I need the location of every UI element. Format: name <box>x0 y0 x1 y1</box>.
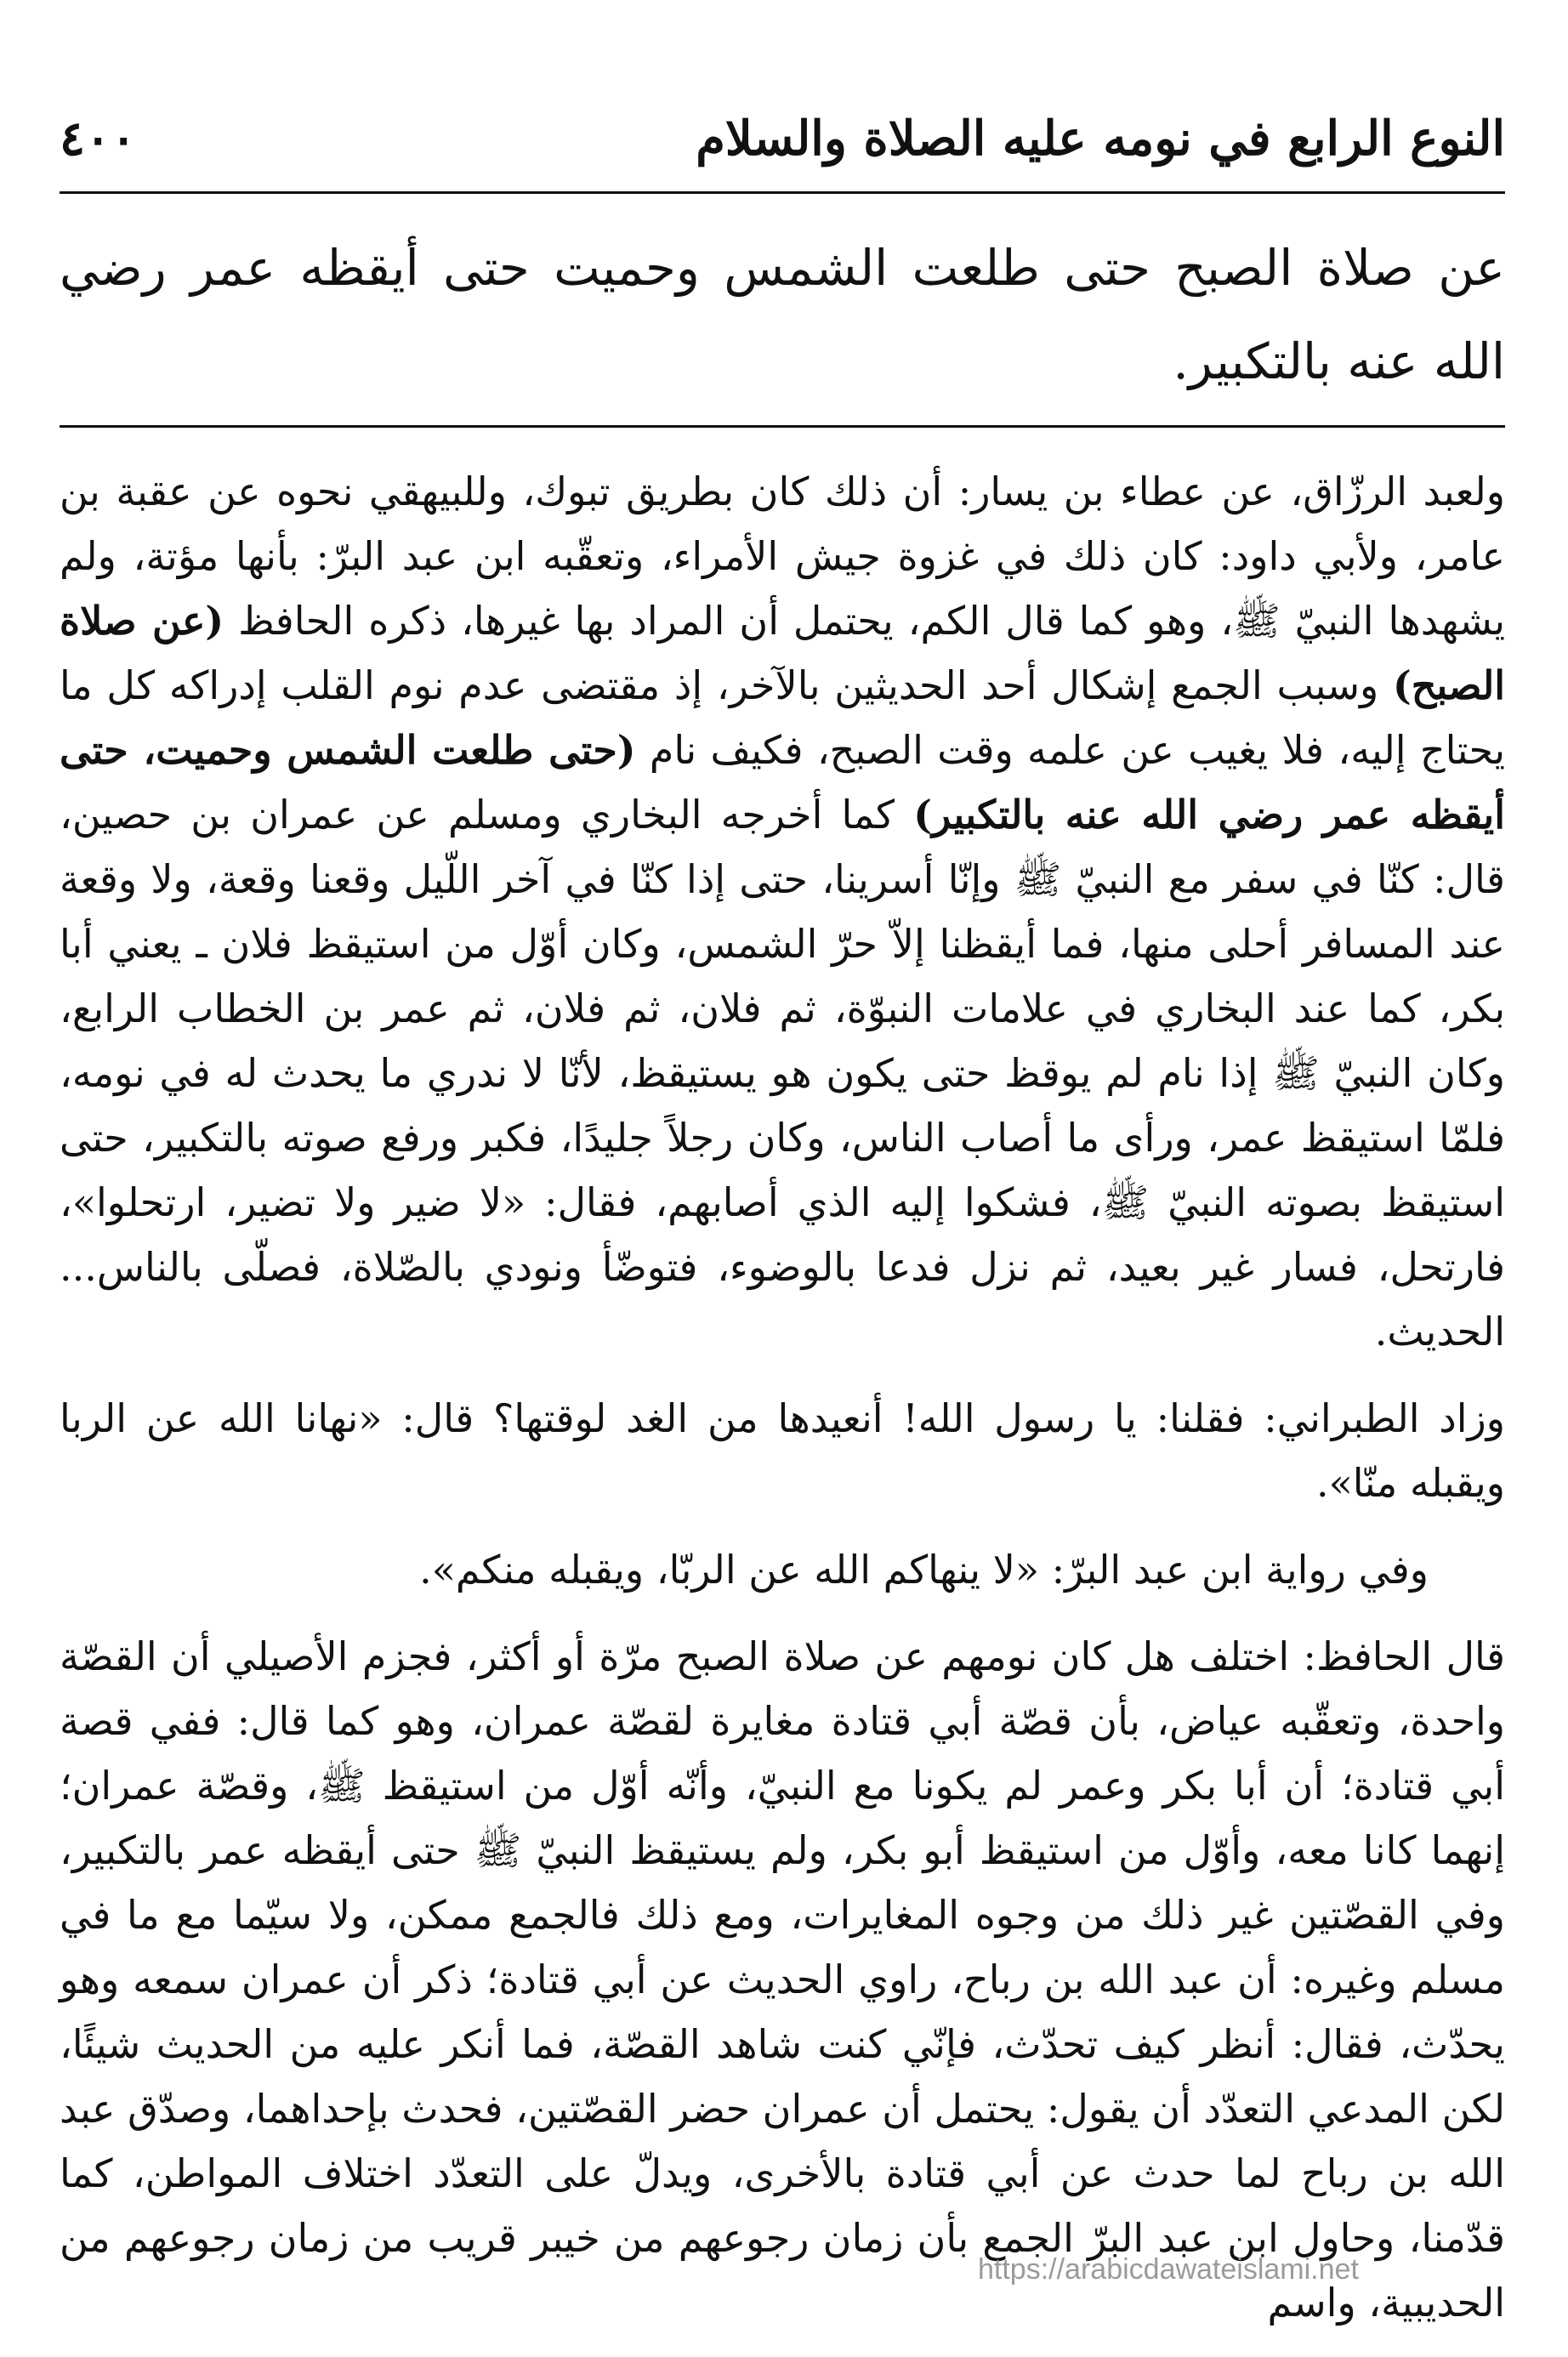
paragraph <box>60 1386 1505 1515</box>
matn-text: عن صلاة الصبح حتى طلعت الشمس وحميت حتى أيقظه عمر رضي الله عنه بالتكبير. <box>60 239 1505 390</box>
paragraph <box>60 1624 1505 2335</box>
paragraph-text: وزاد الطبراني: فقلنا: يا رسول الله! أنعيدها من الغد لوقتها؟ قال: «نهانا الله عن الربا ويقبله منّا». <box>60 1395 1505 1506</box>
paragraph <box>60 459 1505 1364</box>
paragraph-text: كما أخرجه البخاري ومسلم عن عمران بن حصين، قال: كنّا في سفر مع النبيّ ﷺ وإنّا أسرينا، حتى إذا كنّا في آخر اللّيل وقعنا وقعة، ولا وقعة عند المسافر أحلى منها، فما أيقظنا إلاّ حرّ الشمس، وكان أوّل من استيقظ فلان ـ يعني أبا بكر، كما عند البخاري في علامات النبوّة، ثم فلان، ثم فلان، ثم عمر بن الخطاب الرابع، وكان النبيّ ﷺ إذا نام لم يوقظ حتى يكون هو يستيقظ، لأنّا لا ندري ما يحدث له في نومه، فلمّا استيقظ عمر، ورأى ما أصاب الناس، وكان رجلاً جليدًا، فكبر ورفع صوته بالتكبير، حتى استيقظ بصوته النبيّ ﷺ، فشكوا إليه الذي أصابهم، فقال: «لا ضير ولا تضير، ارتحلوا»، فارتحل، فسار غير بعيد، ثم نزل فدعا بالوضوء، فتوضّأ ونودي بالصّلاة، فصلّى بالناس... الحديث. <box>60 792 1505 1355</box>
page-number: ٤٠٠ <box>60 111 137 167</box>
quoted-matn-text: (حتى طلعت الشمس وحميت، حتى أيقظه عمر رضي الله عنه بالتكبير) <box>60 727 1506 838</box>
commentary-body <box>60 459 1505 2357</box>
paragraph-text: وسبب الجمع إشكال أحد الحديثين بالآخر، إذ مقتضى عدم نوم القلب إدراكه كل ما يحتاج إليه، فلا يغيب عن علمه وقت الصبح، فكيف نام <box>60 662 1505 773</box>
matn-rule <box>60 425 1505 428</box>
paragraph-text: وفي رواية ابن عبد البرّ: «لا ينهاكم الله عن الربّا، ويقبله منكم». <box>419 1547 1429 1593</box>
paragraph-text: ولعبد الرزّاق، عن عطاء بن يسار: أن ذلك كان بطريق تبوك، وللبيهقي نحوه عن عقبة بن عامر، ولأبي داود: كان ذلك في غزوة جيش الأمراء، وتعقّبه ابن عبد البرّ: بأنها مؤتة، ولم يشهدها النبيّ ﷺ، وهو كما قال الكم، يحتمل أن المراد بها غيرها، ذكره الحافظ <box>60 469 1505 644</box>
quoted-matn-text: (عن صلاة الصبح) <box>60 598 1505 708</box>
paragraph <box>60 1537 1505 1602</box>
running-header <box>60 102 1505 179</box>
header-rule <box>60 191 1505 194</box>
paragraph-text: قال الحافظ: اختلف هل كان نومهم عن صلاة الصبح مرّة أو أكثر، فجزم الأصيلي أن القصّة واحدة، وتعقّبه عياض، بأن قصّة أبي قتادة مغايرة لقصّة عمران، وهو كما قال: ففي قصة أبي قتادة؛ أن أبا بكر وعمر لم يكونا مع النبيّ، وأنّه أوّل من استيقظ ﷺ، وقصّة عمران؛ إنهما كانا معه، وأوّل من استيقظ أبو بكر، ولم يستيقظ النبيّ ﷺ حتى أيقظه عمر بالتكبير، وفي القصّتين غير ذلك من وجوه المغايرات، ومع ذلك فالجمع ممكن، ولا سيّما مع ما في مسلم وغيره: أن عبد الله بن رباح، راوي الحديث عن أبي قتادة؛ ذكر أن عمران سمعه وهو يحدّث، فقال: أنظر كيف تحدّث، فإنّي كنت شاهد القصّة، فما أنكر عليه من الحديث شيئًا، لكن المدعي التعدّد أن يقول: يحتمل أن عمران حضر القصّتين، فحدث بإحداهما، وصدّق عبد الله بن رباح لما حدث عن أبي قتادة بالأخرى، ويدلّ على التعدّد اختلاف المواطن، كما قدّمنا، وحاول ابن عبد البرّ الجمع بأن زمان رجوعهم من خيبر قريب من زمان رجوعهم من الحديبية، واسم <box>60 1633 1505 2326</box>
watermark-url: https://arabicdawateislami.net <box>978 2253 1359 2286</box>
header-title: النوع الرابع في نومه عليه الصلاة والسلام <box>696 111 1505 167</box>
